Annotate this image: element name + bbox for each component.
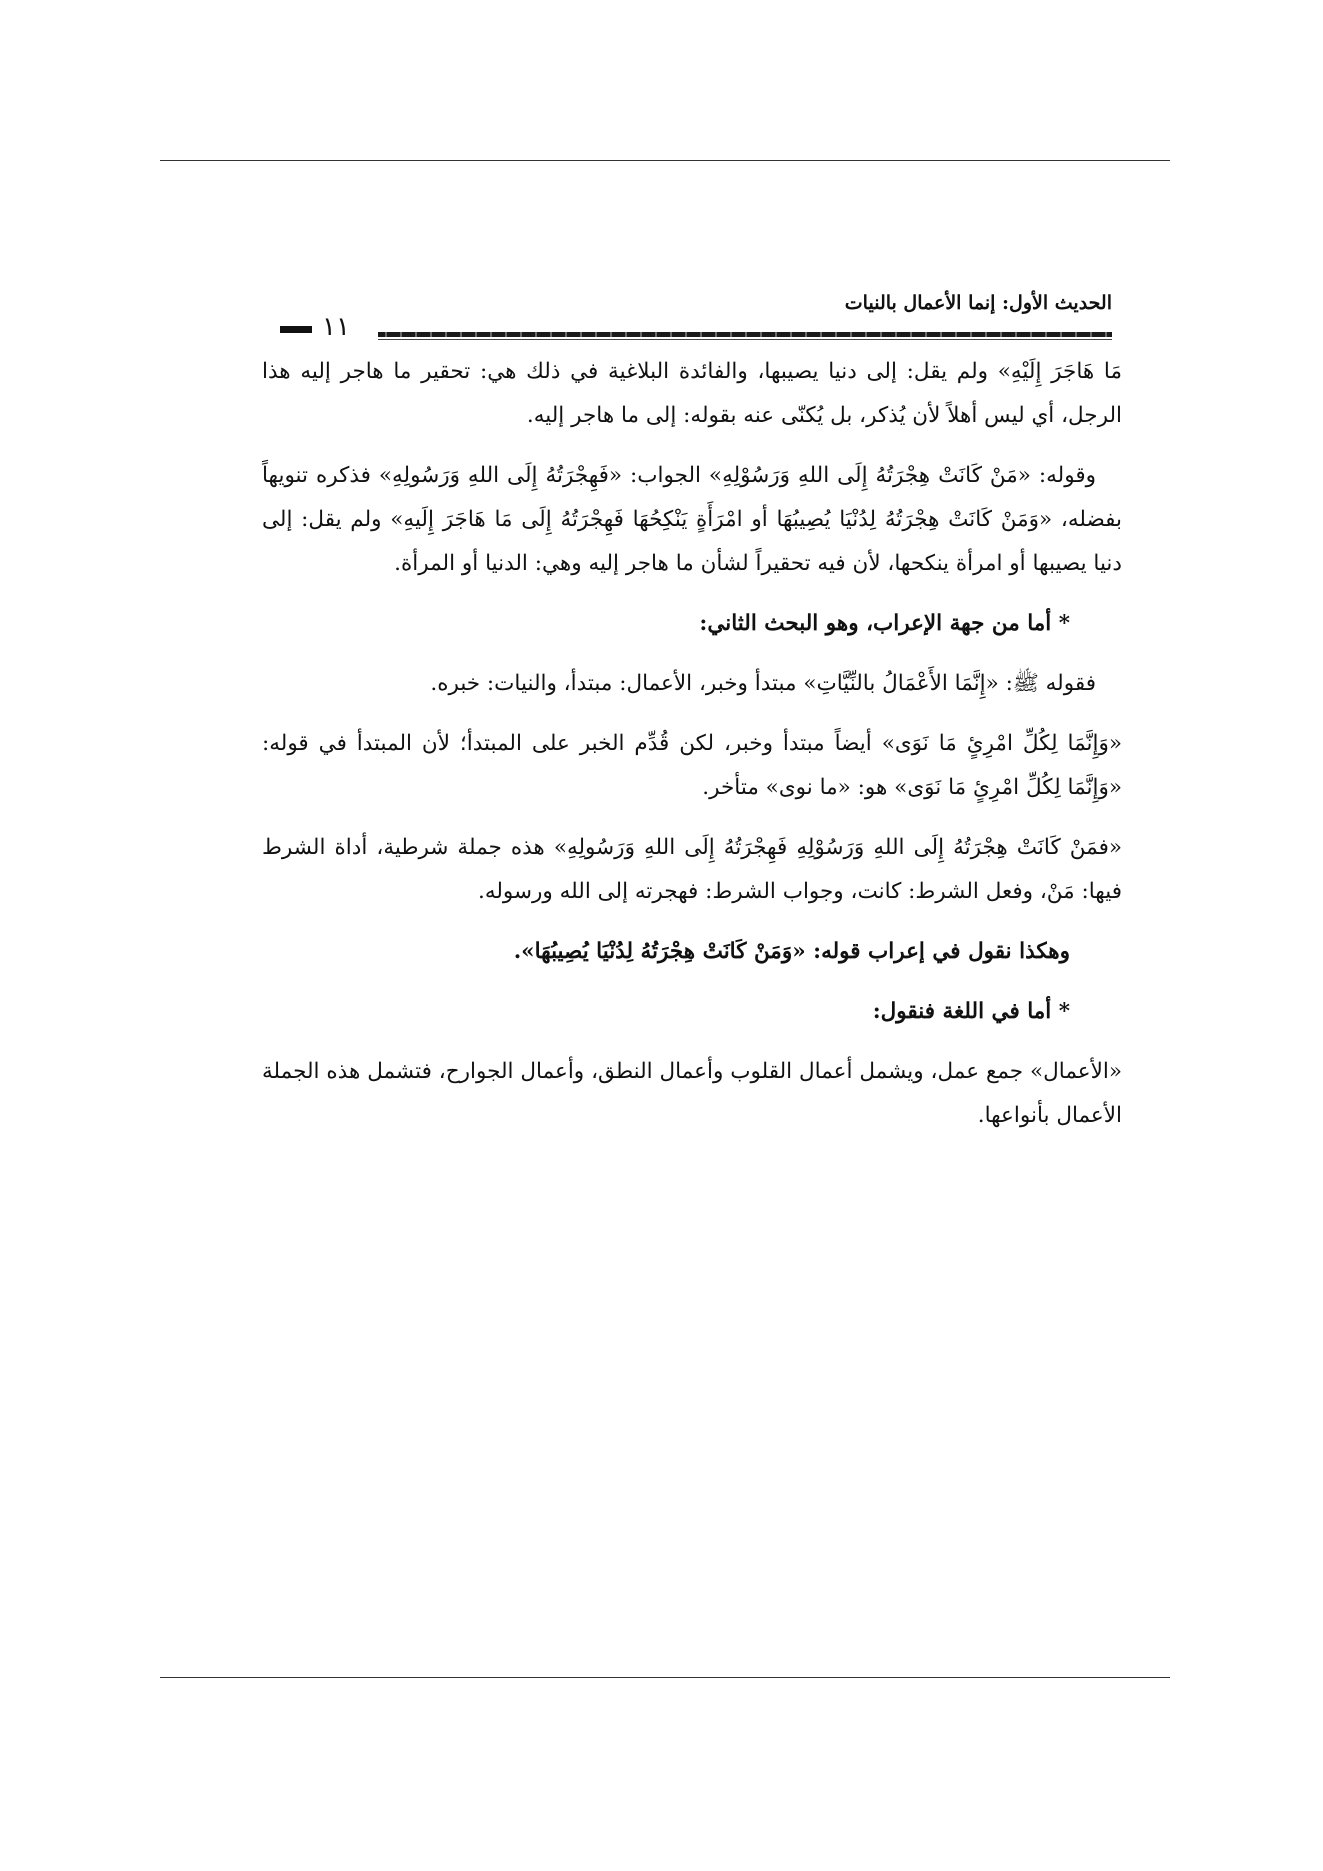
paragraph-6: وهكذا نقول في إعراب قوله: «وَمَنْ كَانَتْ هِجْرَتُهُ لِدُنْيَا يُصِيبُهَا».	[513, 939, 1070, 964]
paragraph-4: «وَإِنَّمَا لِكُلِّ امْرِئٍ مَا نَوَى» أيضاً مبتدأ وخبر، لكن قُدِّم الخبر على المبتدأ؛ لأن المبتدأ في قوله: «وَإِنَّمَا لِكُلِّ امْرِئٍ مَا نَوَى» هو: «ما نوى» متأخر.	[262, 731, 1122, 800]
paragraph-5: «فمَنْ كَانَتْ هِجْرَتُهُ إِلَى اللهِ وَرَسُوْلِهِ فَهِجْرَتُهُ إِلَى اللهِ وَرَسُولِهِ» هذه جملة شرطية، أداة الشرط فيها: مَنْ، وفعل الشرط: كانت، وجواب الشرط: فهجرته إلى الله ورسوله.	[262, 835, 1122, 904]
running-title: الحديث الأول: إنما الأعمال بالنيات	[844, 292, 1112, 314]
paragraph-2: وقوله: «مَنْ كَانَتْ هِجْرَتُهُ إِلَى اللهِ وَرَسُوْلِهِ» الجواب: «فَهِجْرَتُهُ إِلَى اللهِ وَرَسُولِهِ» فذكره تنويهاً بفضله، «وَمَنْ كَانَتْ هِجْرَتُهُ لِدُنْيَا يُصِيبُهَا أو امْرَأَةٍ يَنْكِحُهَا فَهِجْرَتُهُ إِلَى مَا هَاجَرَ إِلَيهِ» ولم يقل: إلى دنيا يصيبها أو امرأة ينكحها، لأن فيه تحقيراً لشأن ما هاجر إليه وهي: الدنيا أو المرأة.	[262, 463, 1122, 576]
page-number: ١١	[322, 312, 350, 342]
paragraph-7: «الأعمال» جمع عمل، ويشمل أعمال القلوب وأعمال النطق، وأعمال الجوارح، فتشمل هذه الجملة الأعمال بأنواعها.	[262, 1059, 1122, 1128]
paragraph-1: مَا هَاجَرَ إِلَيْهِ» ولم يقل: إلى دنيا يصيبها، والفائدة البلاغية في ذلك هي: تحقير ما هاجر إليه هذا الرجل، أي ليس أهلاً لأن يُذكر، بل يُكنّى عنه بقوله: إلى ما هاجر إليه.	[262, 359, 1122, 428]
paragraph-3: فقوله ﷺ: «إِنَّمَا الأَعْمَالُ بالنِّيَّاتِ» مبتدأ وخبر، الأعمال: مبتدأ، والنيات: خبره.	[430, 671, 1096, 696]
top-page-rule	[160, 160, 1170, 161]
section-heading-language: * أما في اللغة فنقول:	[872, 999, 1070, 1024]
section-heading-grammar: * أما من جهة الإعراب، وهو البحث الثاني:	[699, 611, 1070, 636]
bottom-page-rule	[160, 1677, 1170, 1678]
page-number-dash	[280, 326, 312, 333]
running-header	[272, 292, 1112, 352]
header-rule	[378, 332, 1112, 337]
page-body	[262, 350, 1122, 1154]
